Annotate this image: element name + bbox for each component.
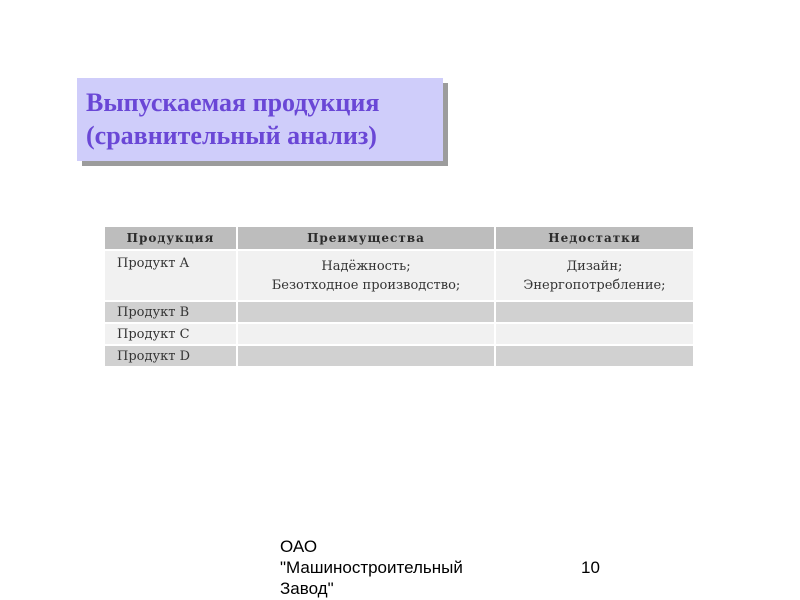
header-advantages: Преимущества xyxy=(237,227,495,250)
table-header-row xyxy=(105,227,693,250)
advantages-cell xyxy=(237,323,495,345)
product-name-cell: Продукт B xyxy=(105,301,237,323)
header-disadvantages: Недостатки xyxy=(495,227,693,250)
slide-title-box xyxy=(77,78,443,161)
footer-company-line: Завод" xyxy=(280,579,334,598)
advantages-cell xyxy=(237,250,495,301)
disadvantage-item: Дизайн; xyxy=(566,258,623,274)
table-row xyxy=(105,323,693,345)
product-name-cell: Продукт D xyxy=(105,345,237,367)
header-products: Продукция xyxy=(105,227,237,250)
disadvantage-item: Энергопотребление; xyxy=(523,277,666,293)
slide-title-line-1: Выпускаемая продукция xyxy=(86,88,380,117)
advantage-item: Безотходное производство; xyxy=(271,277,461,293)
advantages-cell xyxy=(237,345,495,367)
product-name-cell: Продукт A xyxy=(105,250,237,301)
advantages-cell xyxy=(237,301,495,323)
footer-company-line: "Машиностроительный xyxy=(280,558,463,577)
disadvantages-cell xyxy=(495,345,693,367)
product-comparison-table xyxy=(105,227,693,368)
footer-company-name xyxy=(280,536,463,599)
table-row xyxy=(105,345,693,367)
product-name-cell: Продукт C xyxy=(105,323,237,345)
disadvantages-cell xyxy=(495,250,693,301)
page-number: 10 xyxy=(581,558,600,577)
disadvantages-cell xyxy=(495,323,693,345)
disadvantages-cell xyxy=(495,301,693,323)
slide-title-line-2: (сравнительный анализ) xyxy=(86,121,377,150)
advantage-item: Надёжность; xyxy=(321,258,411,274)
footer-company-line: ОАО xyxy=(280,537,318,556)
table-row xyxy=(105,301,693,323)
table-row xyxy=(105,250,693,301)
